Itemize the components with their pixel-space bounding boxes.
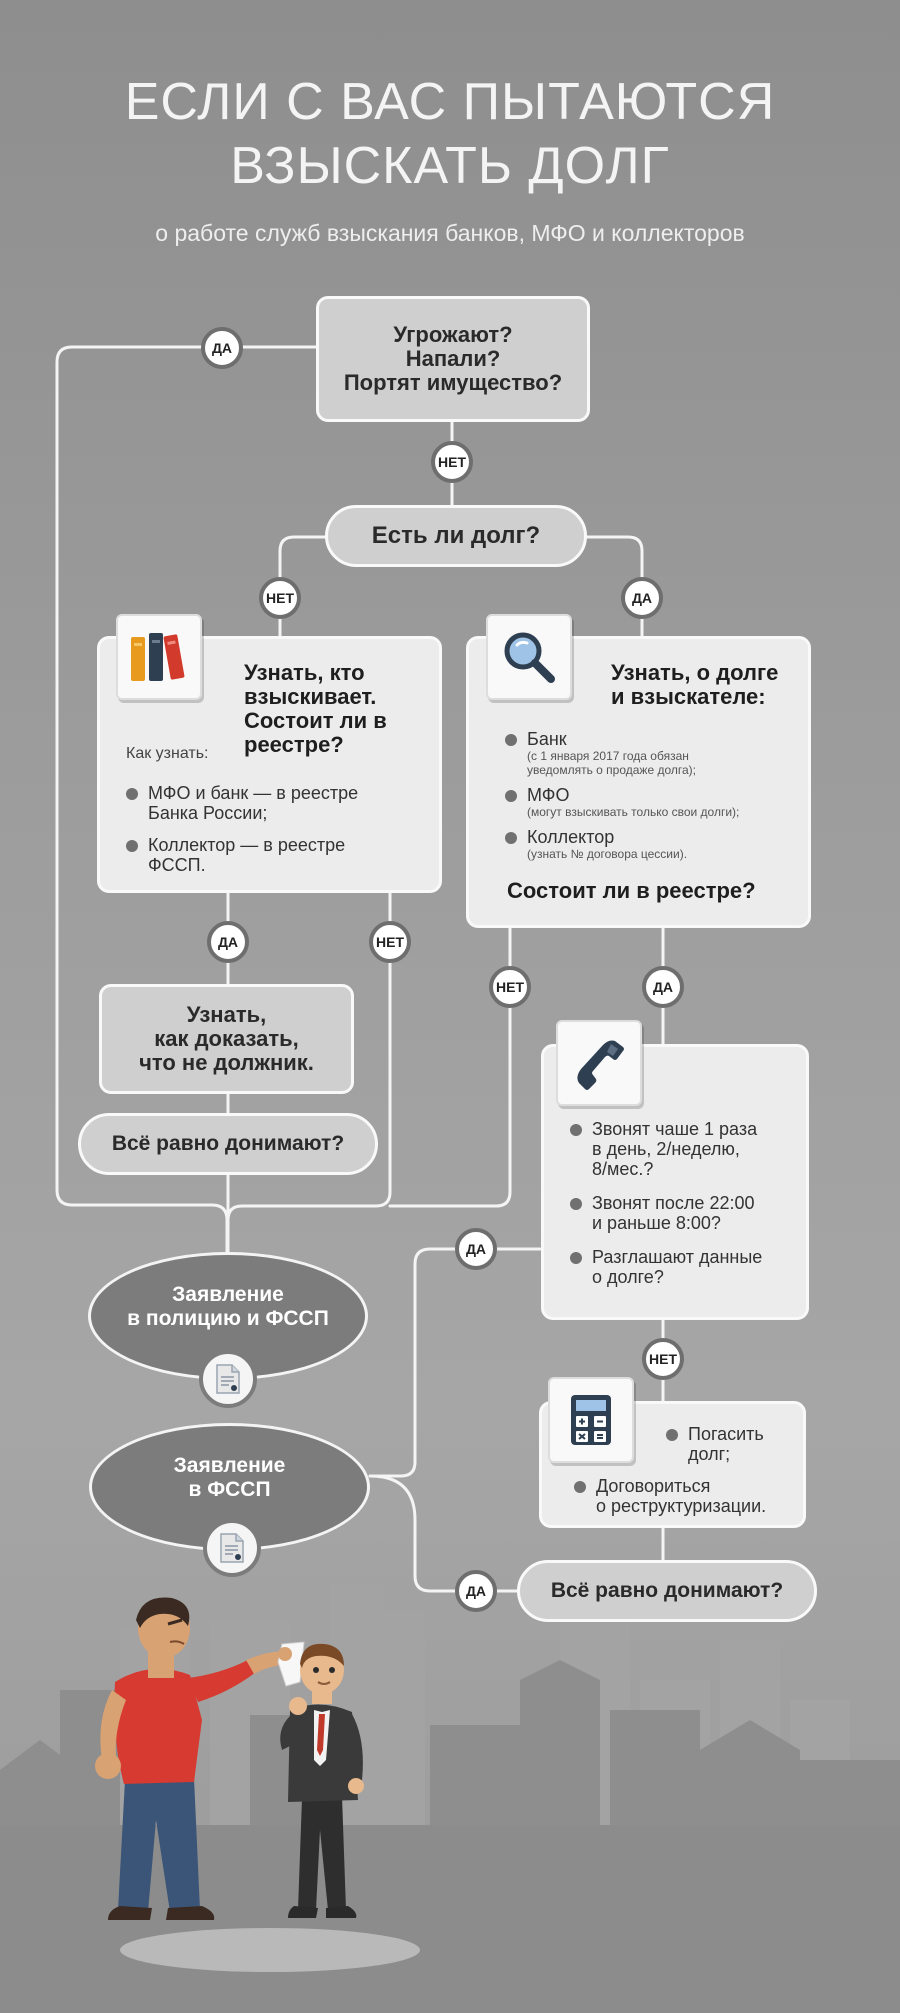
yes-badge: ДА [455, 1228, 497, 1270]
yes-badge: ДА [455, 1570, 497, 1612]
calculator-icon [548, 1377, 634, 1463]
calls-violations-list [568, 1119, 798, 1299]
no-badge: НЕТ [642, 1338, 684, 1380]
list-item: Банк (с 1 января 2017 года обязан уведомлять о продаже долга); [503, 729, 803, 777]
still-harass-box: Всё равно донимают? [78, 1113, 378, 1175]
threat-question-box: Угрожают? Напали? Портят имущество? [316, 296, 590, 422]
prove-not-debtor-box: Узнать, как доказать, что не должник. [99, 984, 354, 1094]
registry-list [124, 783, 424, 887]
phone-icon [556, 1020, 642, 1106]
no-badge: НЕТ [369, 921, 411, 963]
fssp-statement-ellipse: Заявление в ФССП [89, 1423, 370, 1551]
yes-badge: ДА [642, 966, 684, 1008]
list-item: МФО (могут взыскивать только свои долги); [503, 785, 803, 819]
yes-badge: ДА [621, 577, 663, 619]
creditor-list [503, 729, 803, 869]
page-subtitle: о работе служб взыскания банков, МФО и коллекторов [155, 220, 745, 246]
yes-badge: ДА [201, 327, 243, 369]
still-harass-box: Всё равно донимают? [517, 1560, 817, 1622]
document-icon [203, 1519, 261, 1577]
no-badge: НЕТ [431, 441, 473, 483]
list-item: Коллектор (узнать № договора цессии). [503, 827, 803, 861]
who-collects-title: Узнать, кто взыскивает. Состоит ли в реестре? [244, 660, 387, 757]
debt-question-box: Есть ли долг? [325, 505, 587, 567]
payment-options-list [572, 1476, 804, 1528]
list-item: Звонят чаше 1 раза в день, 2/неделю, 8/мес.? [568, 1119, 798, 1179]
list-item: Звонят после 22:00 и раньше 8:00? [568, 1193, 798, 1233]
list-item: Погасить долг; [664, 1424, 804, 1464]
no-badge: НЕТ [259, 577, 301, 619]
police-statement-ellipse: Заявление в полицию и ФССП [88, 1252, 368, 1380]
no-badge: НЕТ [489, 966, 531, 1008]
list-item: МФО и банк — в реестре Банка России; [124, 783, 424, 823]
list-item: Разглашают данные о долге? [568, 1247, 798, 1287]
document-icon [199, 1350, 257, 1408]
yes-badge: ДА [207, 921, 249, 963]
list-item: Коллектор — в реестре ФССП. [124, 835, 424, 875]
books-icon [116, 614, 202, 700]
magnifier-icon [486, 614, 572, 700]
payment-options-list [664, 1424, 804, 1476]
registry-question: Состоит ли в реестре? [507, 878, 756, 903]
how-to-find-label: Как узнать: [126, 745, 209, 762]
page-title: ЕСЛИ С ВАС ПЫТАЮТСЯ ВЗЫСКАТЬ ДОЛГ [124, 73, 776, 195]
collector-and-debtor-illustration [90, 1590, 430, 1950]
list-item: Договориться о реструктуризации. [572, 1476, 804, 1516]
about-debt-title: Узнать, о долге и взыскателе: [611, 660, 779, 709]
